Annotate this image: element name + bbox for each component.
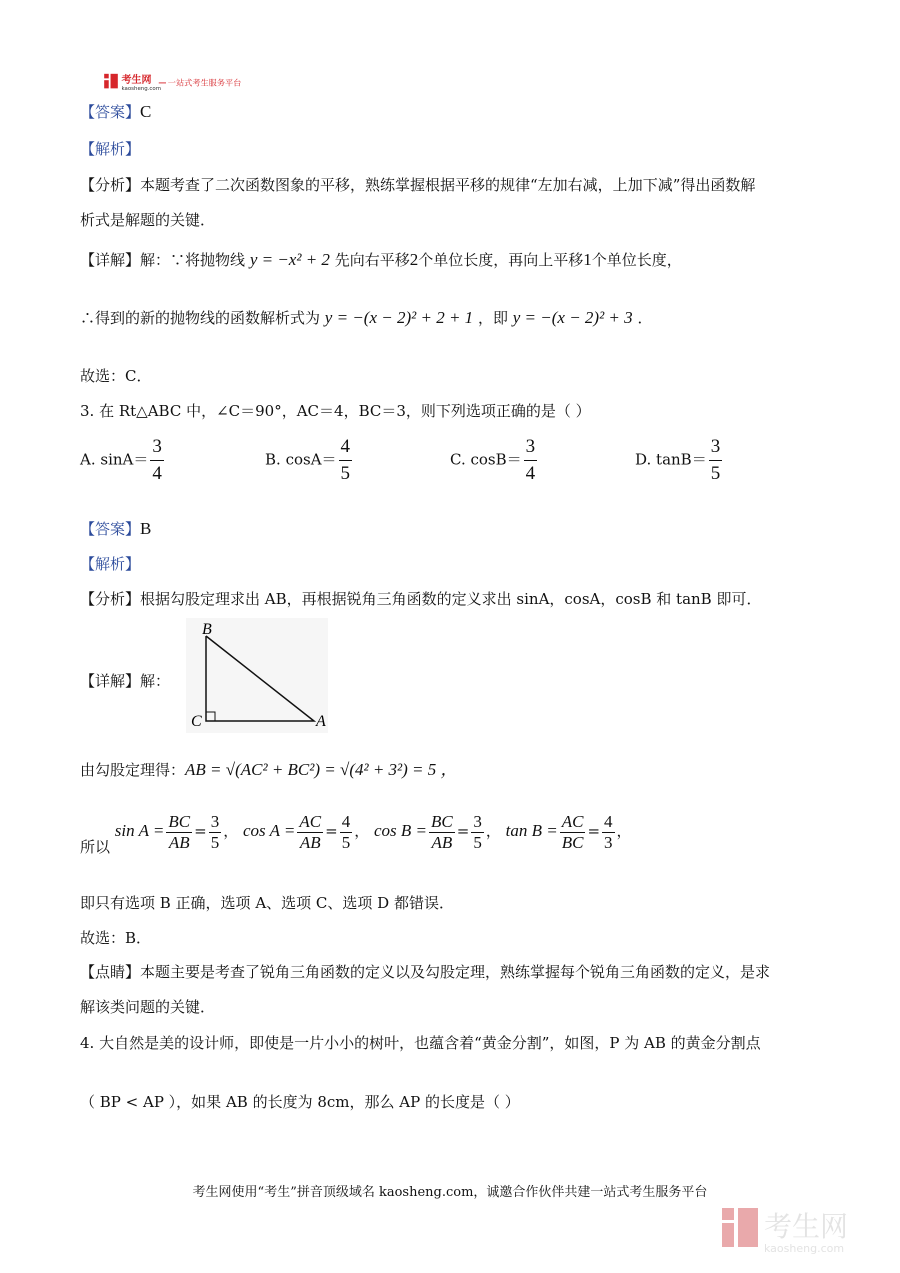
q3-answer-line: 【答案】B — [80, 519, 152, 538]
q3-dianjing-line1: 【点睛】本题主要是考查了锐角三角函数的定义以及勾股定理，熟练掌握每个锐角三角函数的定义，是求 — [80, 963, 771, 981]
page-footer: 考生网使用“考生”拼音顶级域名 kaosheng.com，诚邀合作伙伴共建一站式考生服务平台 — [192, 1185, 708, 1200]
answer-value: C — [140, 102, 152, 121]
watermark-sub: kaosheng.com — [764, 1242, 845, 1255]
q2-analysis-line — [80, 139, 140, 159]
q4-stem-line1: 4. 大自然是美的设计师，即使是一片小小的树叶，也蕴含着“黄金分割”，如图，P 为 AB 的黄金分割点 — [80, 1034, 761, 1052]
equation: y = −(x − 2)² + 2 + 1 — [324, 308, 474, 327]
q3-stem: 3. 在 Rt△ABC 中，∠C＝90°，AC＝4，BC＝3，则下列选项正确的是（ ） — [80, 402, 591, 420]
q3-analysis-line: 【解析】 — [80, 555, 141, 573]
q4-stem-line2: （ BP < AP ），如果 AB 的长度为 8cm，那么 AP 的长度是（ ） — [80, 1093, 520, 1111]
q3-ratios-line: 所以 sin A = $\frac{BC}{AB}$ = $\frac{3}{5}$ ， cos A = $\frac{AC}{AB}$ = $\frac{4}{5}$ ， cos B = $\frac{BC}{AB}$ = $\frac{3}{5}$ ， tan B = $\frac{AC}{BC}$ = $\frac{4}{3}$ ， — [80, 811, 632, 856]
fenxi-tag: 【分析】 — [80, 176, 141, 194]
q2-fenxi-line2: 析式是解题的关键． — [80, 211, 216, 229]
q3-detail-line: 【详解】解： — [80, 672, 171, 690]
q2-therefore-line: ∴得到的新的抛物线的函数解析式为 y = −(x − 2)² + 2 + 1 ，即 y = −(x − 2)² + 3 ． — [80, 308, 653, 327]
q2-detail-line: 【详解】解：∵将抛物线 y = −x² + 2 先向右平移2个单位长度，再向上平移1个单位长度， — [80, 250, 682, 269]
option-c[interactable]: C. cosB＝ $\frac{3}{4}$ — [450, 436, 536, 484]
q2-fenxi-line1 — [80, 175, 755, 195]
equation: AB = √(AC² + BC²) = √(4² + 3²) = 5 ， — [185, 760, 458, 779]
q3-pythagoras-line: 由勾股定理得：AB = √(AC² + BC²) = √(4² + 3²) = 5 ， — [80, 760, 458, 779]
q3-choose: 故选：B． — [80, 929, 152, 947]
answer-tag: 【答案】 — [80, 103, 141, 121]
fenxi-text: 本题考查了二次函数图象的平移，熟练掌握根据平移的规律“左加右减，上加下减”得出函数解 — [140, 176, 756, 194]
equation: y = −(x − 2)² + 3 — [512, 308, 633, 327]
q3-fenxi-line: 【分析】根据勾股定理求出 AB，再根据锐角三角函数的定义求出 sinA，cosA，cosB 和 tanB 即可． — [80, 590, 762, 608]
kaosheng-logo — [96, 72, 276, 92]
option-d[interactable]: D. tanB＝ $\frac{3}{5}$ — [635, 436, 721, 484]
q3-conclusion: 即只有选项 B 正确，选项 A、选项 C、选项 D 都错误． — [80, 894, 454, 912]
logo-slogan: 一站式考生服务平台 — [167, 77, 242, 88]
triangle-figure — [186, 618, 328, 733]
q2-answer-line — [80, 102, 151, 122]
option-a[interactable]: A. sinA＝ $\frac{3}{4}$ — [80, 436, 162, 484]
equation: y = −x² + 2 — [249, 250, 330, 269]
option-b[interactable]: B. cosA＝ $\frac{4}{5}$ — [265, 436, 351, 484]
analysis-tag: 【解析】 — [80, 140, 141, 158]
q3-dianjing-line2: 解该类问题的关键． — [80, 998, 216, 1016]
vertex-a: A — [316, 713, 326, 730]
logo-sub: kaosheng.com — [121, 86, 162, 92]
vertex-b: B — [202, 621, 212, 638]
watermark-name: 考生网 — [764, 1210, 849, 1243]
logo-name: 考生网 — [121, 74, 152, 86]
vertex-c: C — [191, 713, 202, 730]
q2-choose: 故选：C． — [80, 367, 152, 385]
kaosheng-watermark — [722, 1206, 882, 1256]
